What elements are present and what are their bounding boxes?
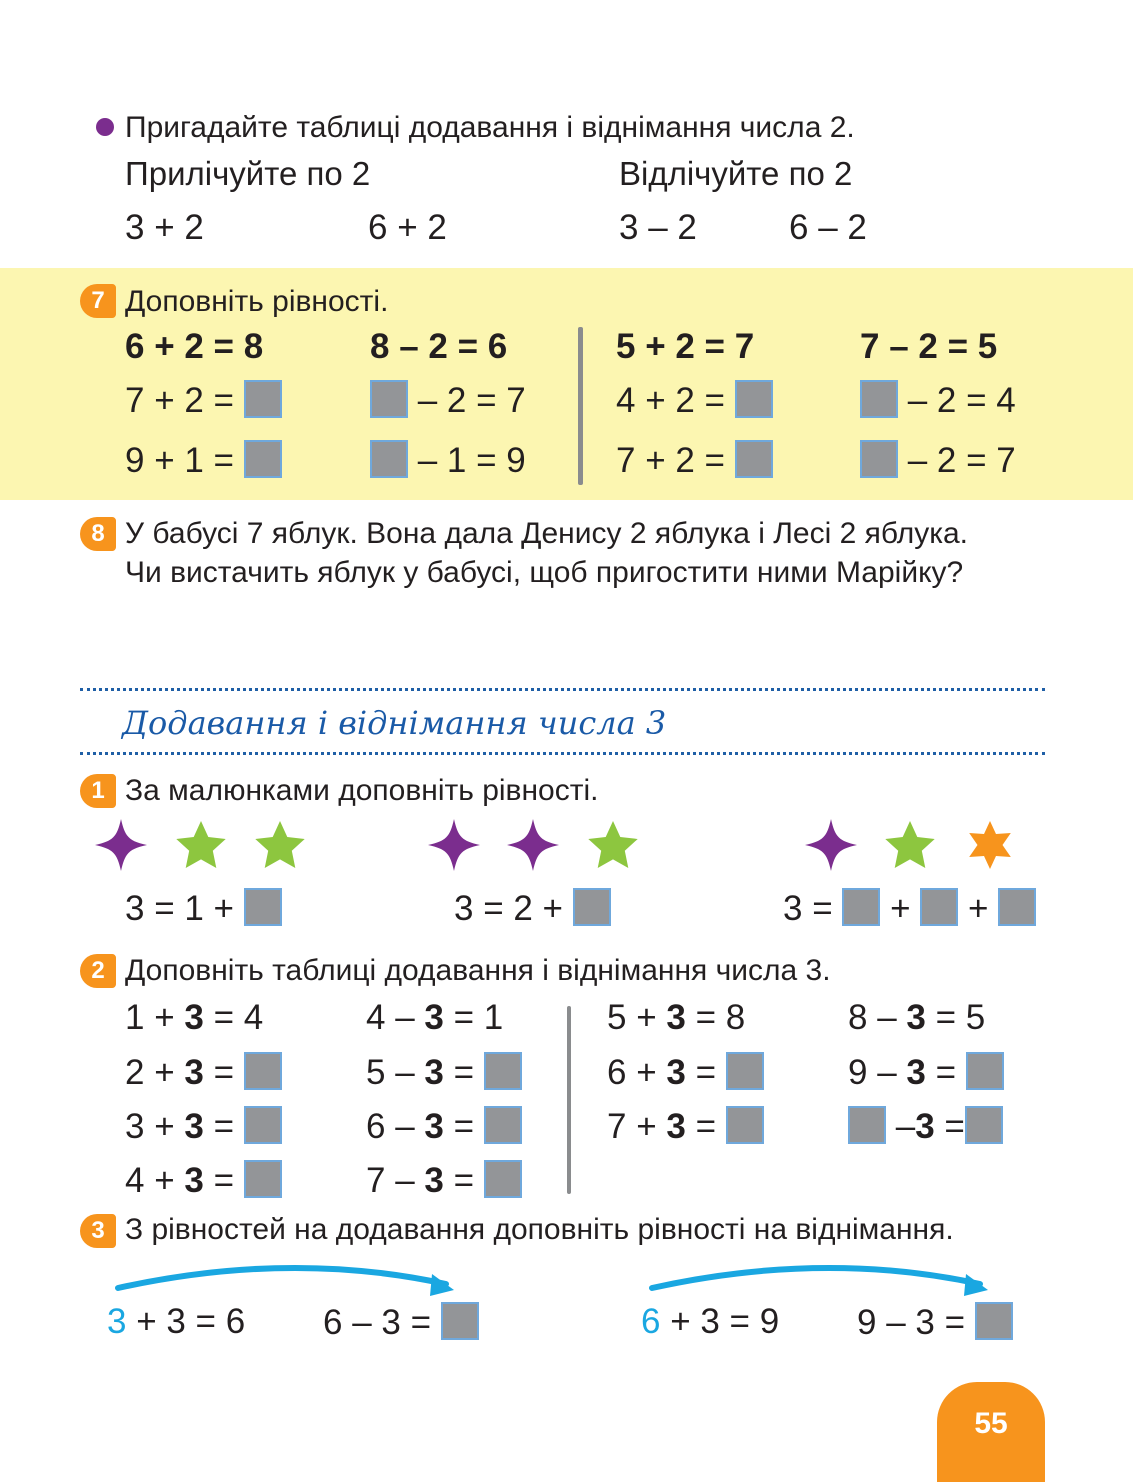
answer-box[interactable] xyxy=(860,440,898,478)
bold-three: 3 xyxy=(424,998,444,1037)
eq-text: 3 = 2 + xyxy=(454,889,563,928)
answer-box[interactable] xyxy=(842,888,880,926)
answer-box[interactable] xyxy=(244,1160,282,1198)
bold-three: 3 xyxy=(184,1161,204,1200)
section-divider-top xyxy=(80,688,1045,691)
bold-three: 3 xyxy=(666,1107,686,1146)
green-star-icon xyxy=(255,821,304,868)
right-heading: Відлічуйте по 2 xyxy=(619,155,853,192)
expr-4: 6 – 2 xyxy=(789,208,867,247)
eq-text: 5 – xyxy=(366,1053,415,1092)
bold-three: 3 xyxy=(666,998,686,1037)
eq-text: 6 + xyxy=(607,1053,657,1092)
eq-text: 7 – xyxy=(366,1161,415,1200)
eq-text: 7 + 2 = xyxy=(616,441,725,480)
four-point-star-icon xyxy=(805,819,857,871)
task2-c3-row-3 xyxy=(607,1106,764,1147)
eq-text: + 3 = 9 xyxy=(670,1302,780,1341)
bold-three: 3 xyxy=(184,1107,204,1146)
eq-text: = 1 xyxy=(453,998,504,1037)
answer-box[interactable] xyxy=(441,1302,479,1340)
eq-text: = xyxy=(944,1107,965,1146)
eq-text: 3 + xyxy=(125,1107,175,1146)
eq-text: = xyxy=(695,1053,717,1092)
answer-box[interactable] xyxy=(735,380,773,418)
task3-eq-right xyxy=(641,1302,779,1342)
eq-text: = xyxy=(935,1053,957,1092)
eq-text: = 8 xyxy=(695,998,746,1037)
bold-three: 3 xyxy=(906,1053,926,1092)
answer-box[interactable] xyxy=(484,1052,522,1090)
eq-text: = xyxy=(213,1161,235,1200)
bold-three: 3 xyxy=(915,1107,935,1146)
eq-text: – 2 = 4 xyxy=(907,381,1016,420)
bold-three: 3 xyxy=(184,998,204,1037)
expr-3: 3 – 2 xyxy=(619,208,697,247)
answer-box[interactable] xyxy=(975,1302,1013,1340)
eq-text: 4 + xyxy=(125,1161,175,1200)
eq-text: 5 + xyxy=(607,998,657,1037)
six-point-star-icon xyxy=(969,821,1011,869)
answer-box[interactable] xyxy=(848,1106,886,1144)
plus-sign: + xyxy=(968,889,989,928)
eq-text: 9 – 3 = xyxy=(857,1303,966,1342)
eq-text: 6 – xyxy=(366,1107,415,1146)
task3-badge: 3 xyxy=(80,1214,116,1248)
bold-three: 3 xyxy=(906,998,926,1037)
eq-text: = xyxy=(453,1107,475,1146)
eq-text: 2 + xyxy=(125,1053,175,1092)
bold-three: 3 xyxy=(666,1053,686,1092)
task7-example-4: 7 – 2 = 5 xyxy=(860,327,998,366)
task7-eq-a2 xyxy=(370,380,526,421)
answer-box[interactable] xyxy=(965,1106,1003,1144)
eq-text: – 1 = 9 xyxy=(417,441,526,480)
eq-text: 4 – xyxy=(366,998,415,1037)
curved-arrow-icon xyxy=(118,1268,446,1288)
task2-c1-row-4 xyxy=(125,1160,282,1201)
arrowhead-icon xyxy=(964,1274,988,1296)
eq-text: 9 – xyxy=(848,1053,897,1092)
task2-badge: 2 xyxy=(80,954,116,988)
task7-badge: 7 xyxy=(80,284,116,318)
four-point-star-icon xyxy=(428,819,480,871)
answer-box[interactable] xyxy=(726,1106,764,1144)
task1-eq-3 xyxy=(783,888,1036,929)
four-point-star-icon xyxy=(507,819,559,871)
task2-instruction: Доповніть таблиці додавання і віднімання числа 3. xyxy=(125,954,831,987)
answer-box[interactable] xyxy=(244,440,282,478)
task3-eq-left xyxy=(107,1302,245,1342)
task8-line-2: Чи вистачить яблук у бабусі, щоб пригостити ними Марійку? xyxy=(125,556,964,589)
highlight-number: 6 xyxy=(641,1302,661,1341)
bold-three: 3 xyxy=(424,1107,444,1146)
eq-text: – 2 = 7 xyxy=(417,381,526,420)
task2-c2-row-4 xyxy=(366,1160,522,1201)
eq-text: 9 + 1 = xyxy=(125,441,234,480)
task3-instruction: З рівностей на додавання доповніть рівності на віднімання. xyxy=(125,1213,954,1246)
green-star-icon xyxy=(176,821,225,868)
task2-c4-row-3 xyxy=(848,1106,1003,1147)
task3-sub-right xyxy=(857,1302,1013,1343)
answer-box[interactable] xyxy=(484,1160,522,1198)
eq-text: 6 – 3 = xyxy=(323,1303,432,1342)
page-number: 55 xyxy=(937,1382,1045,1482)
task7-eq-a3 xyxy=(616,380,773,421)
task2-c1-row-1 xyxy=(125,998,263,1038)
answer-box[interactable] xyxy=(920,888,958,926)
task1-instruction: За малюнками доповніть рівності. xyxy=(125,774,599,807)
task2-c3-row-1 xyxy=(607,998,745,1038)
answer-box[interactable] xyxy=(244,888,282,926)
highlight-number: 3 xyxy=(107,1302,127,1341)
task2-c3-row-2 xyxy=(607,1052,764,1093)
arrows xyxy=(0,1250,1133,1310)
curved-arrow-icon xyxy=(652,1268,980,1288)
task2-c2-row-1 xyxy=(366,998,503,1038)
task2-c4-row-2 xyxy=(848,1052,1004,1093)
section-title: Додавання і віднімання числа 3 xyxy=(122,704,667,742)
eq-text: = xyxy=(213,1107,235,1146)
task2-c1-row-3 xyxy=(125,1106,282,1147)
answer-box[interactable] xyxy=(998,888,1036,926)
answer-box[interactable] xyxy=(244,380,282,418)
answer-box[interactable] xyxy=(860,380,898,418)
task3-sub-left xyxy=(323,1302,479,1343)
eq-text: = xyxy=(453,1161,475,1200)
task2-c1-row-2 xyxy=(125,1052,282,1093)
eq-text: 3 = xyxy=(783,889,833,928)
task7-example-2: 8 – 2 = 6 xyxy=(370,327,508,366)
eq-text: 3 = 1 + xyxy=(125,889,234,928)
left-heading: Прилічуйте по 2 xyxy=(125,155,371,192)
eq-text: = xyxy=(695,1107,717,1146)
section-divider-bottom xyxy=(80,752,1045,755)
bold-three: 3 xyxy=(424,1053,444,1092)
answer-box[interactable] xyxy=(370,440,408,478)
eq-text: = 4 xyxy=(213,998,264,1037)
answer-box[interactable] xyxy=(244,1106,282,1144)
answer-box[interactable] xyxy=(484,1106,522,1144)
task7-eq-b4 xyxy=(860,440,1016,481)
eq-text: – xyxy=(895,1107,916,1146)
task2-c4-row-1 xyxy=(848,998,985,1038)
bullet-instruction: Пригадайте таблиці додавання і віднімання числа 2. xyxy=(125,111,855,144)
task7-example-1: 6 + 2 = 8 xyxy=(125,327,264,366)
expr-2: 6 + 2 xyxy=(368,208,447,247)
task8-badge: 8 xyxy=(80,517,116,551)
eq-text: 7 + 2 = xyxy=(125,381,234,420)
bullet-icon xyxy=(96,118,114,136)
expr-1: 3 + 2 xyxy=(125,208,204,247)
task7-eq-b1 xyxy=(125,440,282,481)
answer-box[interactable] xyxy=(370,380,408,418)
eq-text: 1 + xyxy=(125,998,175,1037)
plus-sign: + xyxy=(890,889,911,928)
task1-badge: 1 xyxy=(80,774,116,808)
answer-box[interactable] xyxy=(735,440,773,478)
task7-divider xyxy=(578,327,583,485)
answer-box[interactable] xyxy=(244,1052,282,1090)
task7-eq-a4 xyxy=(860,380,1016,421)
task2-divider xyxy=(567,1006,571,1194)
task2-c2-row-3 xyxy=(366,1106,522,1147)
arrowhead-icon xyxy=(430,1274,454,1296)
task1-eq-2 xyxy=(454,888,611,929)
eq-text: = xyxy=(453,1053,475,1092)
bold-three: 3 xyxy=(184,1053,204,1092)
answer-box[interactable] xyxy=(726,1052,764,1090)
eq-text: – 2 = 7 xyxy=(907,441,1016,480)
four-point-star-icon xyxy=(95,819,147,871)
answer-box[interactable] xyxy=(966,1052,1004,1090)
green-star-icon xyxy=(588,821,637,868)
task7-eq-a1 xyxy=(125,380,282,421)
eq-text: + 3 = 6 xyxy=(136,1302,246,1341)
task7-eq-b2 xyxy=(370,440,526,481)
eq-text: = 5 xyxy=(935,998,986,1037)
star-figures xyxy=(0,812,1133,878)
eq-text: 4 + 2 = xyxy=(616,381,725,420)
task8-line-1: У бабусі 7 яблук. Вона дала Денису 2 яблука і Лесі 2 яблука. xyxy=(125,517,969,550)
eq-text: = xyxy=(213,1053,235,1092)
task1-eq-1 xyxy=(125,888,282,929)
task7-instruction: Доповніть рівності. xyxy=(125,285,389,318)
task2-c2-row-2 xyxy=(366,1052,522,1093)
bold-three: 3 xyxy=(424,1161,444,1200)
task7-eq-b3 xyxy=(616,440,773,481)
eq-text: 8 – xyxy=(848,998,897,1037)
task7-example-3: 5 + 2 = 7 xyxy=(616,327,755,366)
answer-box[interactable] xyxy=(573,888,611,926)
eq-text: 7 + xyxy=(607,1107,657,1146)
green-star-icon xyxy=(885,821,934,868)
